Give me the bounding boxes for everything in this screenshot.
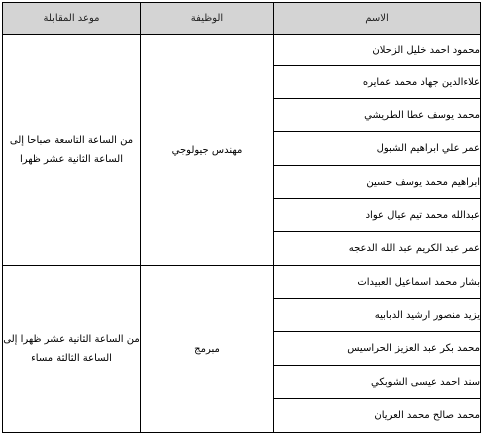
candidate-name: عبدالله محمد تيم عيال عواد bbox=[274, 199, 481, 232]
header-time: موعد المقابلة bbox=[3, 3, 141, 35]
table-row bbox=[3, 35, 481, 66]
group-role: مبرمج bbox=[141, 266, 274, 433]
candidate-name: بشار محمد اسماعيل العبيدات bbox=[274, 266, 481, 299]
candidate-name: عمر عبد الكريم عبد الله الدعجه bbox=[274, 232, 481, 266]
candidate-name: محمد صالح محمد العريان bbox=[274, 399, 481, 433]
table-row bbox=[3, 266, 481, 299]
candidate-name: علاءالدين جهاد محمد عمايره bbox=[274, 66, 481, 99]
candidate-name: سند احمد عيسى الشوبكي bbox=[274, 366, 481, 399]
candidate-name: عمر علي ابراهيم الشبول bbox=[274, 132, 481, 166]
candidate-name: ابراهيم محمد يوسف حسين bbox=[274, 166, 481, 199]
group-role: مهندس جيولوجي bbox=[141, 35, 274, 266]
candidate-name: يزيد منصور ارشيد الدبابيه bbox=[274, 299, 481, 332]
interview-schedule-table bbox=[2, 2, 481, 433]
candidate-name: محمد يوسف عطا الطريشي bbox=[274, 99, 481, 132]
header-row bbox=[3, 3, 481, 35]
group-time: من الساعة التاسعة صباحا إلى الساعة الثانية عشر ظهرا bbox=[3, 35, 141, 266]
candidate-name: محمد بكر عبد العزيز الحراسيس bbox=[274, 332, 481, 366]
group-time: من الساعة الثانية عشر ظهرا إلى الساعة الثالثة مساء bbox=[3, 266, 141, 433]
header-role: الوظيفة bbox=[141, 3, 274, 35]
header-name: الاسم bbox=[274, 3, 481, 35]
candidate-name: محمود احمد خليل الزحلان bbox=[274, 35, 481, 66]
